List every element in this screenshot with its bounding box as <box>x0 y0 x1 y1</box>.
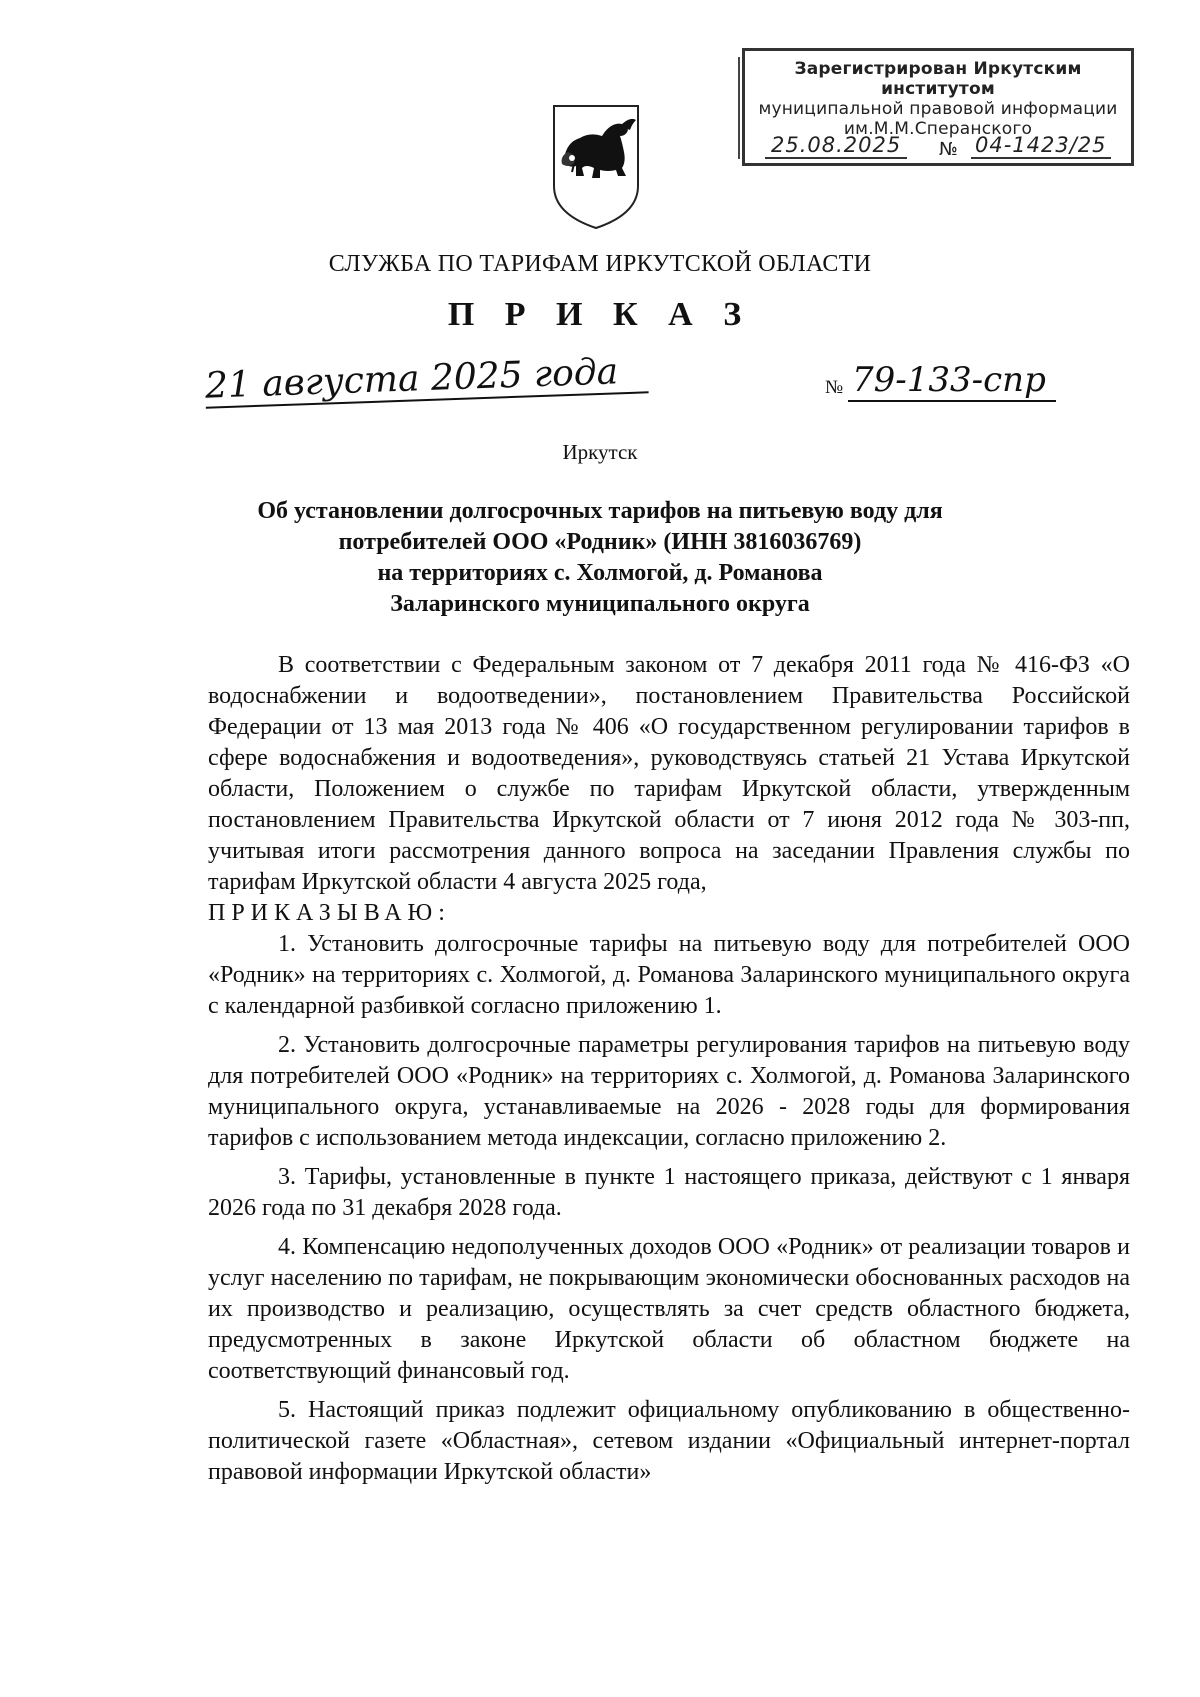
irkutsk-coat-of-arms-icon <box>550 102 642 230</box>
order-item-4: 4. Компенсацию недополученных доходов ООО «Родник» от реализации товаров и услуг населению по тарифам, не покрывающим экономически обоснованных расходов на их производство и реализацию, осуществлять за счет средств областного бюджета, предусмотренных в законе Иркутской области об областном бюджете на соответствующий финансовый год. <box>208 1234 1130 1384</box>
stamp-registration-number: 04-1423/25 <box>971 133 1111 159</box>
stamp-line-1: Зарегистрирован Иркутским институтом <box>794 59 1082 99</box>
subject-line-1: Об установлении долгосрочных тарифов на питьевую воду для <box>257 498 943 524</box>
stamp-line-2: муниципальной правовой информации <box>758 99 1118 119</box>
registration-stamp <box>742 48 1134 166</box>
handwritten-order-number: 79-133-спр <box>848 360 1056 402</box>
organization-name: СЛУЖБА ПО ТАРИФАМ ИРКУТСКОЙ ОБЛАСТИ <box>328 251 872 277</box>
subject-line-2: потребителей ООО «Родник» (ИНН 3816036769) <box>338 529 862 555</box>
order-subject <box>230 496 970 620</box>
subject-line-3: на территориях с. Холмогой, д. Романова <box>377 560 823 586</box>
subject-line-4: Заларинского муниципального округа <box>390 591 810 617</box>
stamp-line-3: им.М.М.Сперанского <box>843 119 1033 139</box>
stamp-number-label: № <box>939 139 959 160</box>
order-number-label: № <box>825 377 844 398</box>
city-name: Иркутск <box>562 440 638 464</box>
document-type-title: П Р И К А З <box>447 296 753 333</box>
order-word: ПРИКАЗЫВАЮ: <box>208 900 451 926</box>
stamp-registration-row <box>757 135 1121 161</box>
order-item-2: 2. Установить долгосрочные параметры регулирования тарифов на питьевую воду для потребителей ООО «Родник» на территориях с. Холмогой, д. Романова Заларинского муниципального округа, устанавливаемые на 2026 - 2028 годы для формирования тарифов с использованием метода индексации, согласно приложению 2. <box>208 1032 1130 1151</box>
order-body <box>208 650 1130 1488</box>
order-item-5: 5. Настоящий приказ подлежит официальному опубликованию в общественно-политической газете «Областная», сетевом издании «Официальный интернет-портал правовой информации Иркутской области» <box>208 1397 1130 1485</box>
order-item-3: 3. Тарифы, установленные в пункте 1 настоящего приказа, действуют с 1 января 2026 года по 31 декабря 2028 года. <box>208 1164 1130 1221</box>
preamble-paragraph: В соответствии с Федеральным законом от 7 декабря 2011 года № 416-ФЗ «О водоснабжении и водоотведении», постановлением Правительства Российской Федерации от 13 мая 2013 года № 406 «О государственном регулировании тарифов в сфере водоснабжения и водоотведения», руководствуясь статьей 21 Устава Иркутской области, Положением о службе по тарифам Иркутской области, утвержденным постановлением Правительства Иркутской области от 7 июня 2012 года № 303-пп, учитывая итоги рассмотрения данного вопроса на заседании Правления службы по тарифам Иркутской области 4 августа 2025 года, <box>208 652 1130 895</box>
stamp-registration-date: 25.08.2025 <box>765 133 907 159</box>
handwritten-date: 21 августа 2025 года <box>204 350 648 408</box>
order-item-1: 1. Установить долгосрочные тарифы на питьевую воду для потребителей ООО «Родник» на территориях с. Холмогой, д. Романова Заларинского муниципального округа с календарной разбивкой согласно приложению 1. <box>208 931 1130 1019</box>
